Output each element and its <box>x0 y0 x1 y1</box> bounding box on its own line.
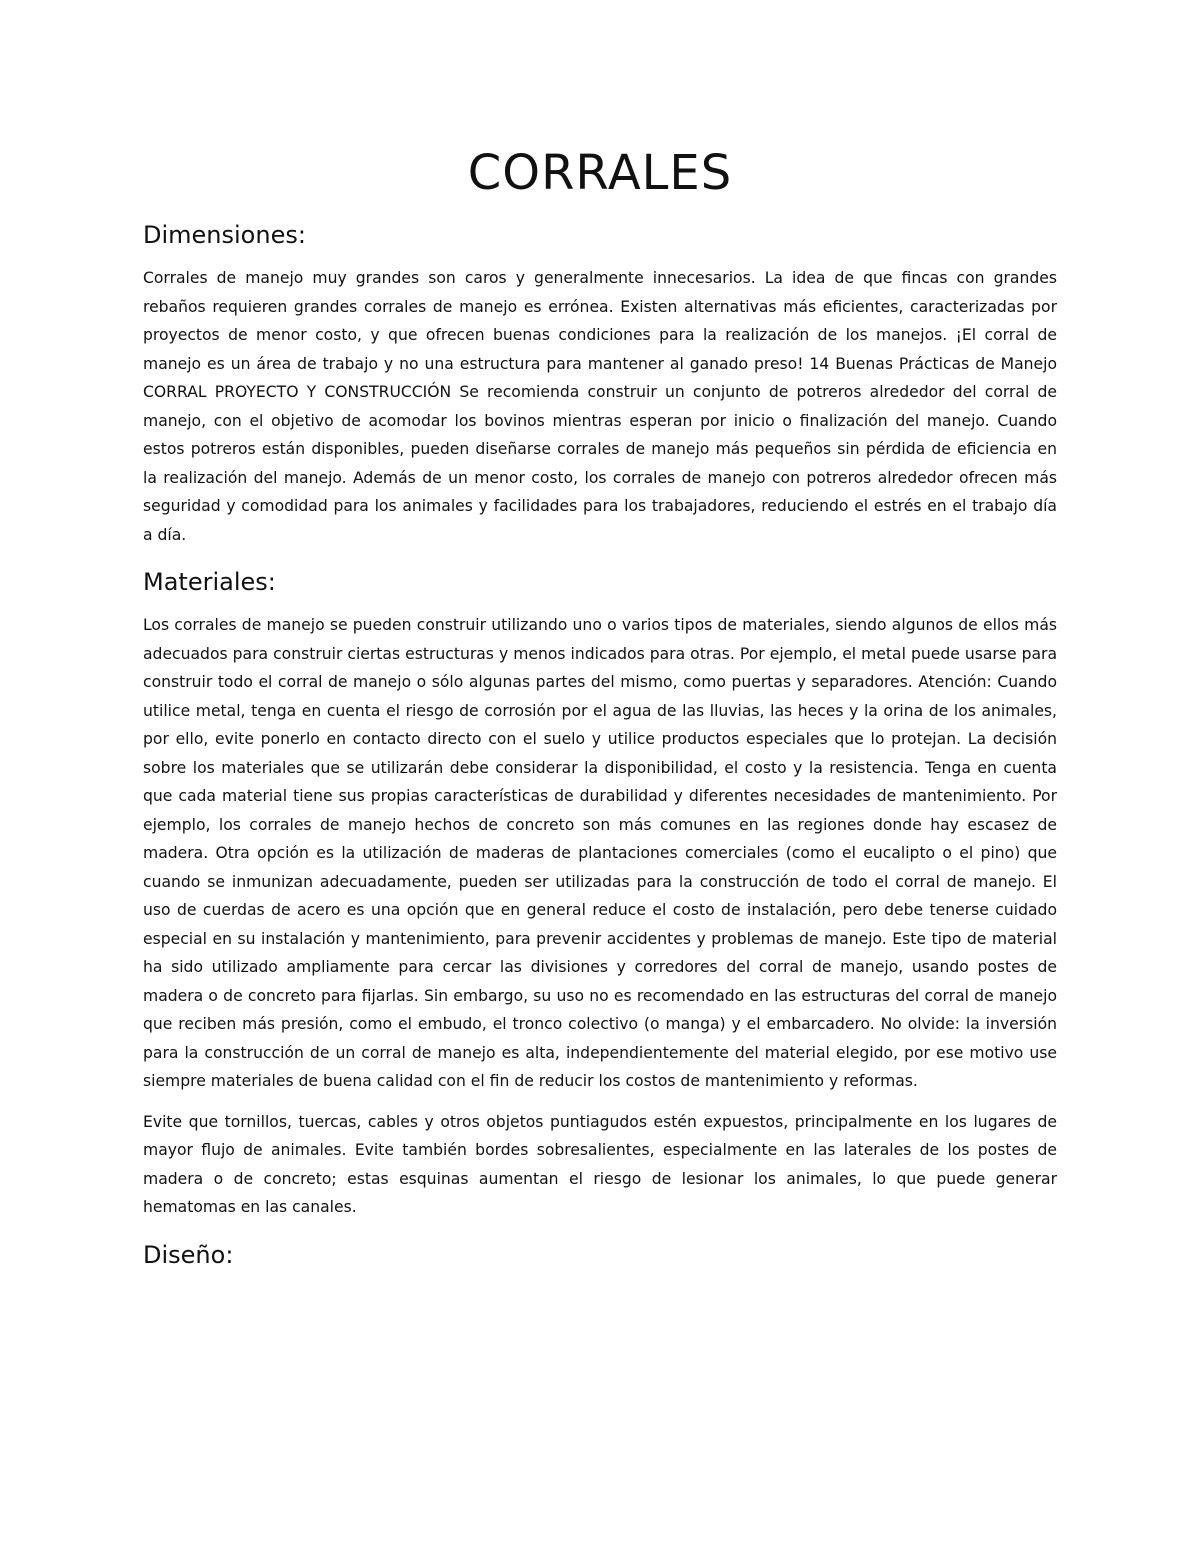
document-page <box>143 140 1057 1284</box>
section-heading-dimensiones: Dimensiones: <box>143 221 306 249</box>
document-title: CORRALES <box>467 145 733 201</box>
section-dimensiones <box>143 218 1057 549</box>
section-heading-materiales: Materiales: <box>143 568 276 596</box>
section-diseno <box>143 1238 1057 1272</box>
paragraph-materiales-2: Evite que tornillos, tuercas, cables y otros objetos puntiagudos estén expuestos, principalmente en los lugares de mayor flujo de animales. Evite también bordes sobresalientes, especialmente en las laterales de los postes de madera o de concreto; estas esquinas aumentan el riesgo de lesionar los animales, lo que puede generar hematomas en las canales. <box>143 1112 1057 1216</box>
paragraph-dimensiones: Corrales de manejo muy grandes son caros y generalmente innecesarios. La idea de que fincas con grandes rebaños requieren grandes corrales de manejo es errónea. Existen alternativas más eficientes, caracterizadas por proyectos de menor costo, y que ofrecen buenas condiciones para la realización de los manejos. ¡El corral de manejo es un área de trabajo y no una estructura para mantener al ganado preso! 14 Buenas Prácticas de Manejo CORRAL PROYECTO Y CONSTRUCCIÓN Se recomienda construir un conjunto de potreros alrededor del corral de manejo, con el objetivo de acomodar los bovinos mientras esperan por inicio o finalización del manejo. Cuando estos potreros están disponibles, pueden diseñarse corrales de manejo más pequeños sin pérdida de eficiencia en la realización del manejo. Además de un menor costo, los corrales de manejo con potreros alrededor ofrecen más seguridad y comodidad para los animales y facilidades para los trabajadores, reduciendo el estrés en el trabajo día a día. <box>143 269 1057 544</box>
section-heading-diseno: Diseño: <box>143 1240 234 1269</box>
paragraph-materiales-1: Los corrales de manejo se pueden construir utilizando uno o varios tipos de materiales, siendo algunos de ellos más adecuados para construir ciertas estructuras y menos indicados para otras. Por ejemplo, el metal puede usarse para construir todo el corral de manejo o sólo algunas partes del mismo, como puertas y separadores. Atención: Cuando utilice metal, tenga en cuenta el riesgo de corrosión por el agua de las lluvias, las heces y la orina de los animales, por ello, evite ponerlo en contacto directo con el suelo y utilice productos especiales que lo protejan. La decisión sobre los materiales que se utilizarán debe considerar la disponibilidad, el costo y la resistencia. Tenga en cuenta que cada material tiene sus propias características de durabilidad y diferentes necesidades de mantenimiento. Por ejemplo, los corrales de manejo hechos de concreto son más comunes en las regiones donde hay escasez de madera. Otra opción es la utilización de maderas de plantaciones comerciales (como el eucalipto o el pino) que cuando se inmunizan adecuadamente, pueden ser utilizadas para la construcción de todo el corral de manejo. El uso de cuerdas de acero es una opción que en general reduce el costo de instalación, pero debe tenerse cuidado especial en su instalación y mantenimiento, para prevenir accidentes y problemas de manejo. Este tipo de material ha sido utilizado ampliamente para cercar las divisiones y corredores del corral de manejo, usando postes de madera o de concreto para fijarlas. Sin embargo, su uso no es recomendado en las estructuras del corral de manejo que reciben más presión, como el embudo, el tronco colectivo (o manga) y el embarcadero. No olvide: la inversión para la construcción de un corral de manejo es alta, independientemente del material elegido, por ese motivo use siempre materiales de buena calidad con el fin de reducir los costos de mantenimiento y reformas. <box>143 616 1057 1090</box>
section-materiales <box>143 565 1057 1222</box>
